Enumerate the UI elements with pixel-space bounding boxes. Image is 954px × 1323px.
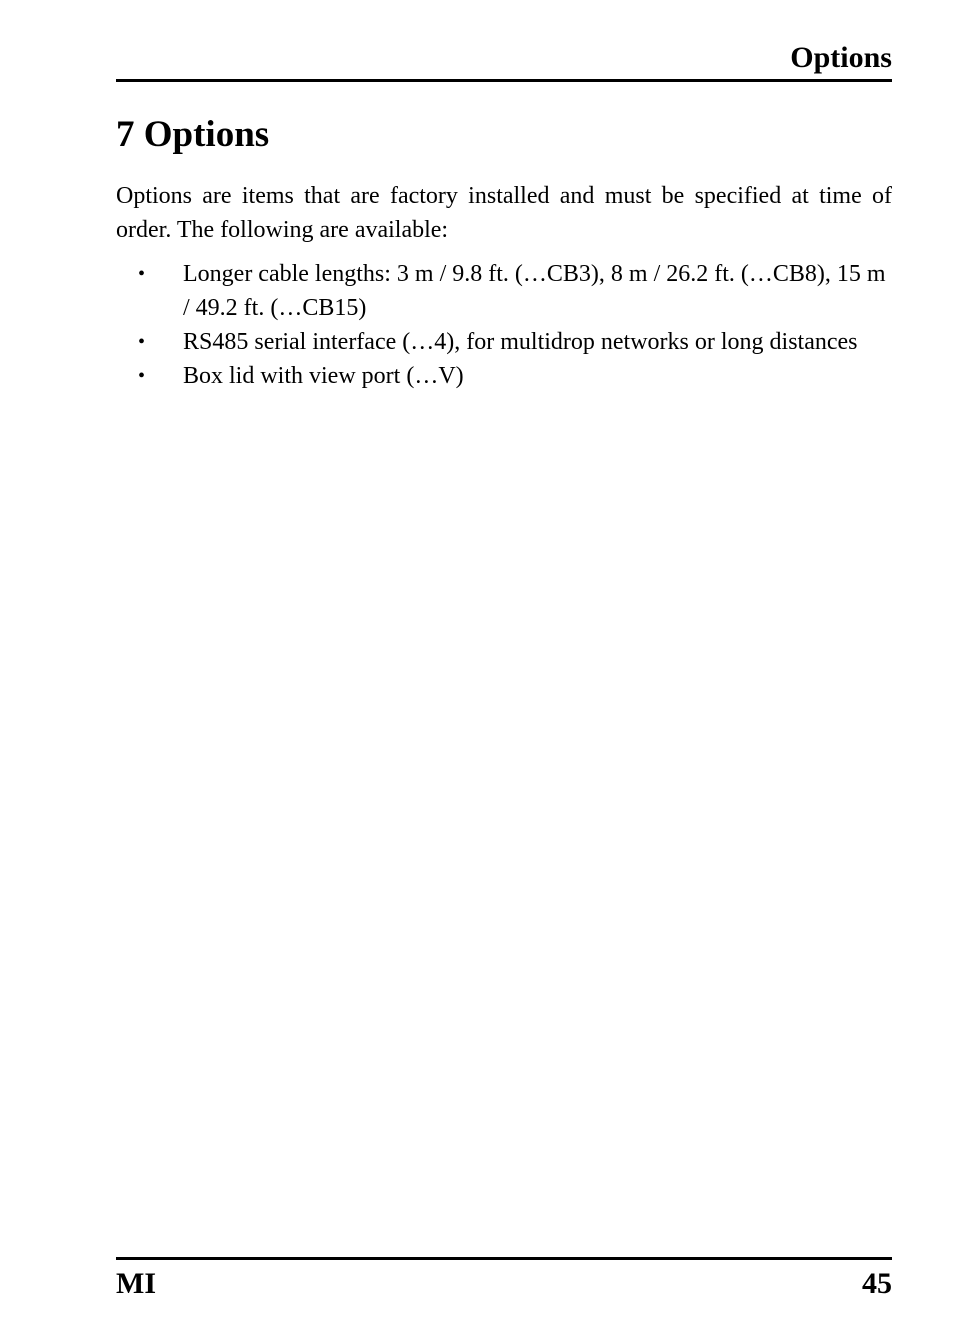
list-item [116,257,892,325]
list-item [116,325,892,359]
page-number: 45 [862,1267,892,1300]
option-text: Longer cable lengths: 3 m / 9.8 ft. (…CB3), 8 m / 26.2 ft. (…CB8), 15 m / 49.2 ft. (…CB15) [183,261,886,321]
intro-paragraph: Options are items that are factory installed and must be specified at time of order. The following are available: [116,183,892,243]
manual-page [116,0,892,1323]
option-text: RS485 serial interface (…4), for multidrop networks or long distances [183,329,858,355]
footer-label: MI [116,1267,156,1300]
options-list [116,257,892,393]
header-rule [116,79,892,82]
chapter-title: 7 Options [116,114,270,155]
list-item [116,359,892,393]
bullet-icon: • [138,331,146,353]
running-header: Options [790,41,892,74]
footer-rule [116,1257,892,1260]
bullet-icon: • [138,365,146,387]
bullet-icon: • [138,263,146,285]
option-text: Box lid with view port (…V) [183,363,464,389]
